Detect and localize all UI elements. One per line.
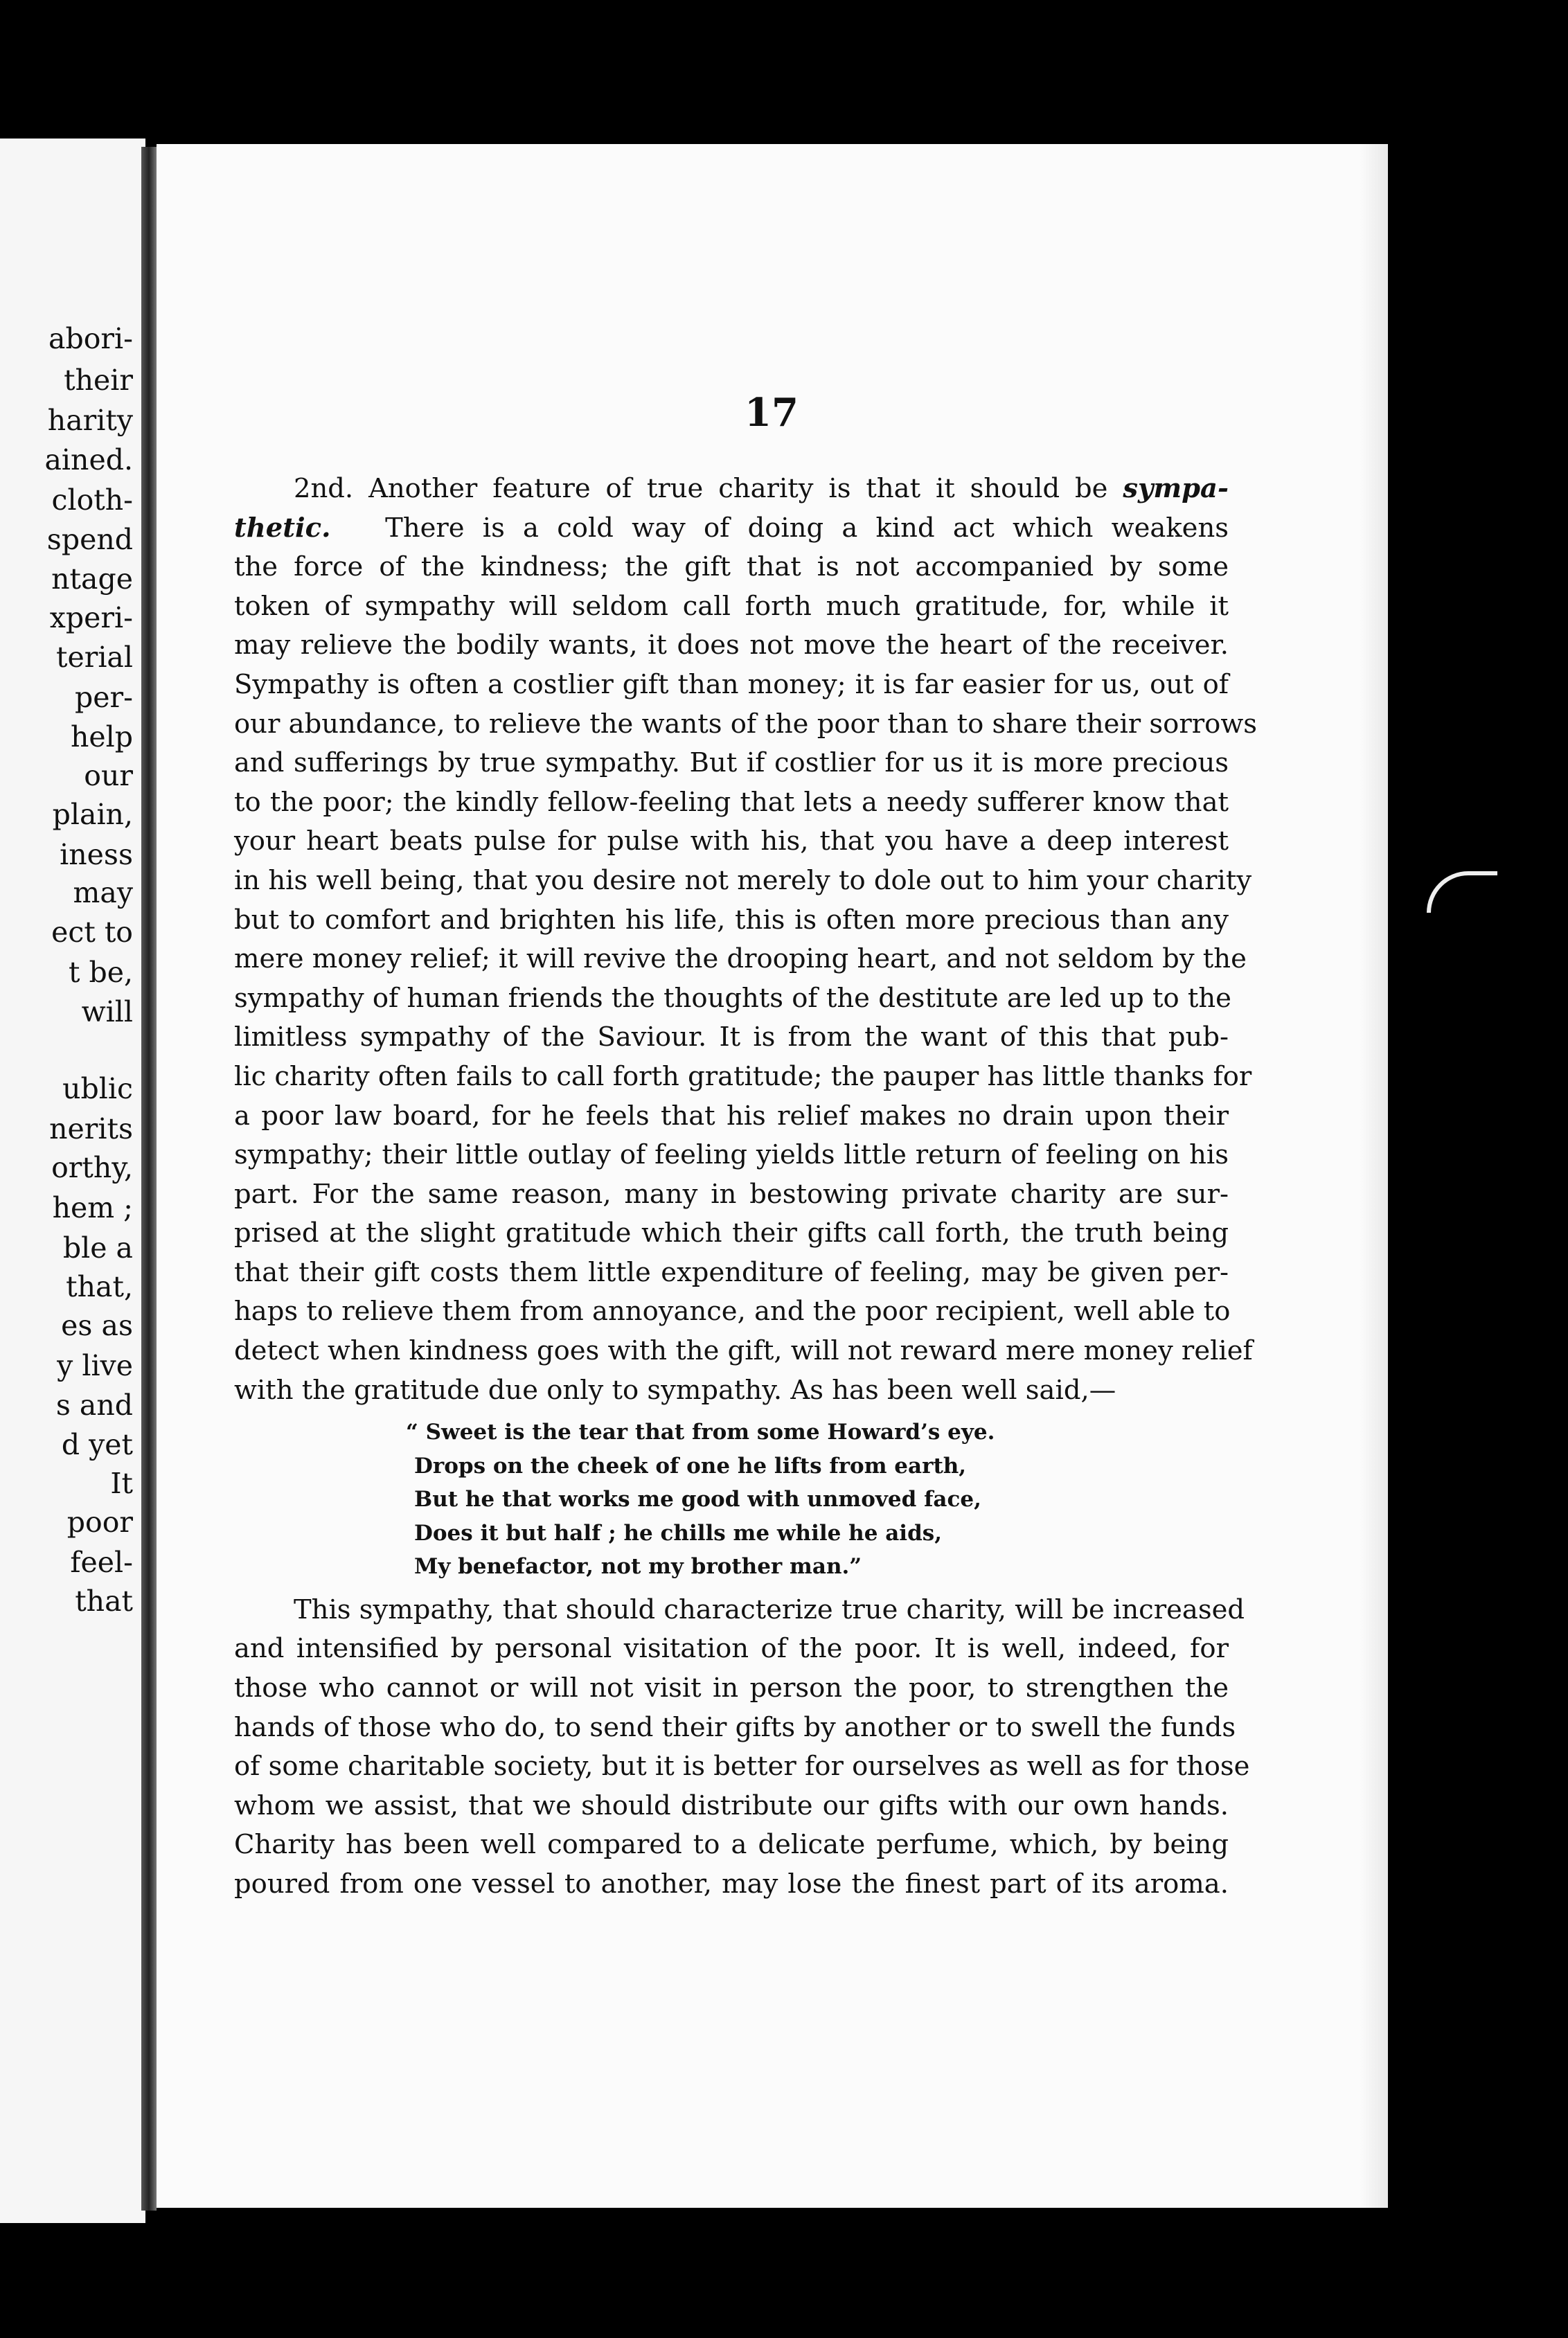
text-line: in his well being, that you desire not merely to dole out to him your charity	[234, 864, 1252, 896]
left-page-text-fragment: es as	[61, 1309, 133, 1342]
verse-line: My benefactor, not my brother man.”	[414, 1554, 862, 1580]
text-line: part. For the same reason, many in bestowing private charity are sur-	[234, 1178, 1229, 1210]
left-page-text-fragment: ained.	[44, 443, 133, 476]
quoted-verse	[406, 1410, 1229, 1591]
book-page	[157, 144, 1387, 2208]
text-line: of some charitable society, but it is better for ourselves as well as for those	[234, 1751, 1250, 1783]
text-line: our abundance, to relieve the wants of the poor than to share their sorrows	[234, 708, 1258, 740]
text-line: and sufferings by true sympathy. But if costlier for us it is more precious	[234, 747, 1229, 779]
previous-page-fragment	[0, 139, 145, 2223]
left-page-text-fragment: ublic	[62, 1072, 133, 1105]
text-line: and intensified by personal visitation of the poor. It is well, indeed, for	[234, 1633, 1229, 1665]
page-body	[234, 470, 1258, 1904]
left-page-text-fragment: cloth-	[51, 483, 133, 517]
left-page-text-fragment: terial	[55, 641, 133, 674]
text-line: with the gratitude due only to sympathy. As has been well said,—	[234, 1374, 1116, 1406]
left-page-text-fragment: ect to	[51, 916, 133, 949]
text-line: poured from one vessel to another, may lose the finest part of its aroma.	[234, 1868, 1229, 1900]
left-page-text-fragment: harity	[47, 404, 133, 437]
book-gutter	[141, 147, 157, 2211]
left-page-text-fragment: spend	[46, 523, 133, 556]
left-page-text-fragment: xperi-	[49, 601, 133, 634]
left-page-text-fragment: plain,	[52, 798, 133, 831]
left-page-text-fragment: their	[64, 364, 133, 397]
text-line: 2nd. Another feature of true charity is that it should be sympa-	[294, 473, 1229, 504]
text-line: mere money relief; it will revive the drooping heart, and not seldom by the	[234, 943, 1247, 975]
left-page-text-fragment: our	[84, 759, 133, 792]
verse-line: Drops on the cheek of one he lifts from earth,	[414, 1453, 967, 1479]
text-line: token of sympathy will seldom call forth much gratitude, for, while it	[234, 590, 1229, 622]
left-page-text-fragment: orthy,	[51, 1151, 133, 1184]
text-line: but to comfort and brighten his life, this is often more precious than any	[234, 904, 1229, 936]
text-line: This sympathy, that should characterize true charity, will be increased	[294, 1594, 1245, 1625]
left-page-text-fragment: hem ;	[52, 1191, 133, 1224]
text-line: limitless sympathy of the Saviour. It is from the want of this that pub-	[234, 1021, 1229, 1053]
verse-line: Does it but half ; he chills me while he aids,	[414, 1520, 942, 1546]
text-line: your heart beats pulse for pulse with his, that you have a deep interest	[234, 826, 1229, 857]
left-page-text-fragment: t be,	[68, 956, 133, 989]
text-line: to the poor; the kindly fellow-feeling that lets a needy sufferer know that	[234, 786, 1229, 818]
text-line: prised at the slight gratitude which their gifts call forth, the truth being	[234, 1217, 1229, 1249]
page-number: 17	[745, 390, 799, 436]
text-line: a poor law board, for he feels that his relief makes no drain upon their	[234, 1100, 1229, 1132]
left-page-text-fragment: ntage	[51, 562, 133, 596]
text-line: sympathy; their little outlay of feeling yields little return of feeling on his	[234, 1139, 1229, 1171]
scan-artifact	[1427, 871, 1497, 913]
verse-line: But he that works me good with unmoved face,	[414, 1487, 981, 1512]
left-page-text-fragment: s and	[55, 1389, 133, 1422]
left-page-text-fragment: poor	[66, 1506, 133, 1539]
left-page-text-fragment: will	[81, 995, 133, 1028]
italic-word: thetic.	[234, 512, 331, 544]
left-page-text-fragment: help	[70, 720, 133, 753]
left-page-text-fragment: that,	[66, 1270, 133, 1303]
page-edge-shadow	[1360, 144, 1388, 2208]
text-line: lic charity often fails to call forth gratitude; the pauper has little thanks for	[234, 1060, 1252, 1092]
text-line: Sympathy is often a costlier gift than money; it is far easier for us, out of	[234, 668, 1229, 700]
left-page-text-fragment: iness	[60, 838, 133, 871]
left-page-text-fragment: may	[73, 876, 133, 909]
paragraph-2	[234, 1591, 1250, 1904]
text-line: that their gift costs them little expenditure of feeling, may be given per-	[234, 1256, 1229, 1288]
text-line: those who cannot or will not visit in person the poor, to strengthen the	[234, 1672, 1229, 1704]
text-line: sympathy of human friends the thoughts of the destitute are led up to the	[234, 982, 1231, 1014]
text-line: may relieve the bodily wants, it does not move the heart of the receiver.	[234, 630, 1229, 661]
text-line: detect when kindness goes with the gift, will not reward mere money relief	[234, 1335, 1253, 1367]
left-page-text-fragment: feel-	[70, 1546, 133, 1579]
text-line: Charity has been well compared to a delicate perfume, which, by being	[234, 1829, 1229, 1861]
verse-line: “ Sweet is the tear that from some Howard’s eye.	[406, 1420, 995, 1445]
left-page-text-fragment: ble a	[62, 1231, 133, 1265]
text-line: the force of the kindness; the gift that is not accompanied by some	[234, 551, 1229, 583]
text-line: whom we assist, that we should distribute our gifts with our own hands.	[234, 1790, 1229, 1821]
left-page-text-fragment: that	[75, 1585, 133, 1618]
left-page-text-fragment: d yet	[61, 1428, 133, 1461]
text-line: haps to relieve them from annoyance, and the poor recipient, well able to	[234, 1296, 1231, 1328]
left-page-text-fragment: y live	[57, 1349, 133, 1382]
italic-word: sympa-	[1123, 473, 1229, 504]
text-line: thetic. There is a cold way of doing a kind act which weakens	[234, 512, 1229, 544]
left-page-text-fragment: It	[110, 1467, 133, 1500]
left-page-text-fragment: per-	[75, 681, 133, 714]
left-page-text-fragment: abori-	[48, 322, 133, 355]
left-page-text-fragment: nerits	[49, 1112, 133, 1145]
text-line: hands of those who do, to send their gifts by another or to swell the funds	[234, 1711, 1236, 1743]
paragraph-1	[234, 548, 1258, 1410]
